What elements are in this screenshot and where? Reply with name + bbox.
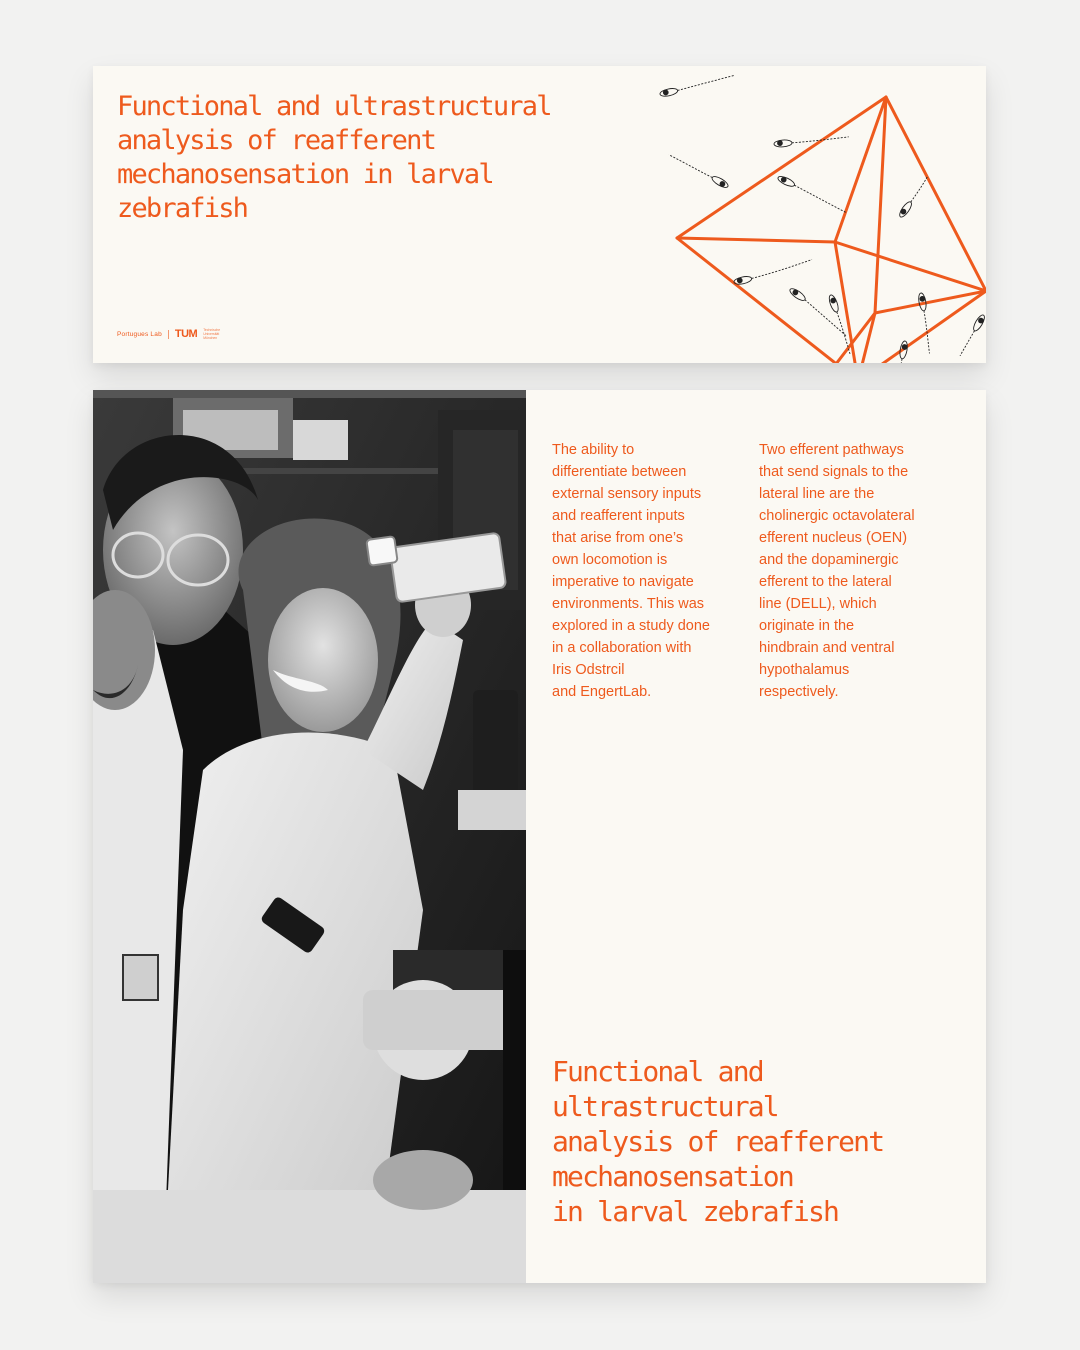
banner-title: Functional and ultrastructural analysis of reafferent mechanosensation in larval zebrafish <box>117 91 551 224</box>
tum-logo-subtext: Technische Universität München <box>203 328 221 340</box>
banner-footer <box>117 328 233 340</box>
pathways-column: Two efferent pathways that send signals to the lateral line are the cholinergic octavolateral efferent nucleus (OEN) and the dopaminergic efferent to the lateral line (DELL), which originate in the hindbrain and ventral hypothalamus respectively. <box>759 442 915 700</box>
banner-card <box>93 66 986 363</box>
zebrafish-polyhedron-icon <box>653 66 986 363</box>
laboratory-photo <box>93 390 526 1283</box>
intro-column: The ability to differentiate between external sensory inputs and reafferent inputs that arise from one’s own locomotion is imperative to navigate environments. This was explored in a study done in a collaboration with Iris Odstrcil and EngertLab. <box>552 442 710 700</box>
tum-logo: TUM <box>174 328 198 340</box>
poster-title: Functional and ultrastructural analysis of reafferent mechanosensation in larval zebrafish <box>552 1055 884 1228</box>
lab-name: Portugues Lab <box>117 330 162 338</box>
poster-card <box>93 390 986 1283</box>
footer-divider <box>168 330 169 339</box>
